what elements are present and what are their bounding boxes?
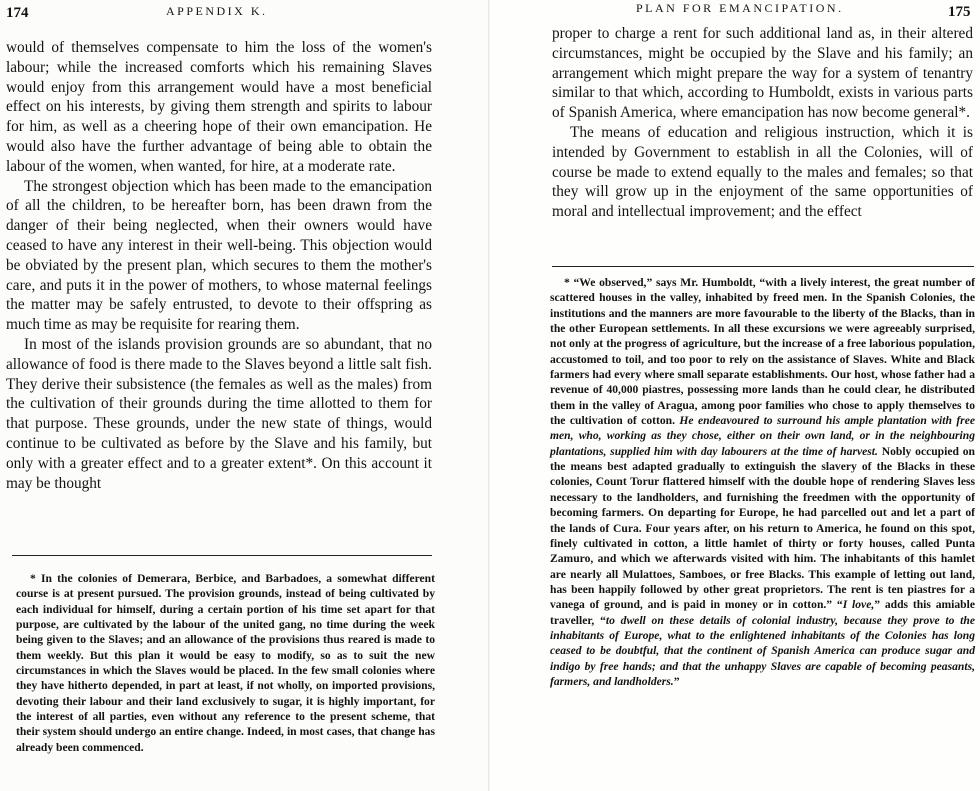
footnote-link: ” adds this amiable traveller, “ xyxy=(550,598,975,627)
page-number: 175 xyxy=(948,4,971,20)
footnote-text xyxy=(550,275,975,689)
page-number: 174 xyxy=(6,5,29,21)
paragraph: In most of the islands provision grounds are so abundant, that no allowance of food is there made to the Slaves beyond a little salt fish. They derive their subsistence (the females as well as the males) from the cultivation of their grounds during the time allotted to them for that purpose. These grounds, under the new state of things, would continue to be cultivated as before by the Slave and his family, but only with a greater effect and to a greater extent*. On this account it may be thought xyxy=(6,335,432,492)
footnote-close: ” xyxy=(673,674,680,688)
footnote-italic: to dwell on these details of colonial industry, because they prove to the inhabitants of Europe, what to the enlightened inhabitants of the Colonies has long ceased to be doubtful, that the continent of Spanish America can produce sugar and indigo by free hands; and that the unhappy Slaves are capable of becoming peasants, farmers, and landholders. xyxy=(550,613,975,688)
body-text xyxy=(552,24,973,222)
footnote-italic: I love, xyxy=(842,598,875,612)
footnote-middle: Nobly occupied on the means best adapted gradually to extinguish the slavery of the Blacks in these colonies, Count Torur flattered himself with the double hope of rendering Slaves less necessary to the landholders, and furnishing the freedmen with the opportunity of becoming farmers. On departing for Europe, he had parcelled out and let a part of the lands of Cura. Four years after, on his return to America, he found on this spot, finely cultivated in cotton, a little hamlet of thirty or forty houses, called Punta Zamuro, and which we afterwards visited with him. The inhabitants of this hamlet are nearly all Mulattoes, Samboes, or free Blacks. This example of letting out land, has been happily followed by other great proprietors. The rent is ten piastres for a vanega of ground, and is paid in money or in cotton.” “ xyxy=(550,444,975,612)
right-page xyxy=(490,0,980,791)
body-text xyxy=(6,38,432,493)
running-head: APPENDIX K. xyxy=(166,4,268,18)
footnote xyxy=(16,571,435,755)
footnote-rule xyxy=(12,555,432,556)
footnote-text: * In the colonies of Demerara, Berbice, and Barbadoes, a somewhat different course is at present pursued. The provision grounds, instead of being cultivated by each individual for himself, during a certain portion of his time set apart for that purpose, are cultivated by the labour of the united gang, no time during the week being given to the Slaves; and an allowance of the provisions thus reared is made to them weekly. But this plan it would be easy to modify, so as to suit the new circumstances in which the Slaves would be placed. In the few small colonies where they have hitherto depended, in part at least, if not wholly, on imported provisions, devoting their labour and their land exclusively to sugar, it is highly important, for the interest of all parties, even without any reference to the present scheme, that their system should undergo an entire change. Indeed, in most cases, that change has already been commenced. xyxy=(16,572,435,754)
running-head: PLAN FOR EMANCIPATION. xyxy=(636,1,844,15)
paragraph: The means of education and religious instruction, which it is intended by Government to establish in all the Colonies, will of course be made to extend equally to the males and females; so that they will grow up in the enjoyment of the same opportunities of moral and intellectual improvement; and the effect xyxy=(552,123,973,221)
paragraph: would of themselves compensate to him the loss of the women's labour; while the increased comforts which his remaining Slaves would enjoy from this arrangement would have a most beneficial effect on his interests, by giving them strength and spirits to labour for him, as well as a cheering hope of their own emancipation. He would also have the further advantage of being able to obtain the labour of the women, when wanted, for hire, at a moderate rate. xyxy=(6,39,432,175)
footnote xyxy=(550,275,975,689)
footnote-rule xyxy=(552,266,974,267)
paragraph: The strongest objection which has been made to the emancipation of all the children, to be hereafter born, has been drawn from the danger of their being neglected, when their owners would have ceased to have any interest in their well-being. This objection would be obviated by the present plan, which secures to them the mother's care, and puts it in the power of mothers, to whose maternal feelings the matter may be safely entrusted, to devote to their offspring as much time as may be requisite for rearing them. xyxy=(6,177,432,334)
paragraph: proper to charge a rent for such additional land as, in their altered circumstances, might be occupied by the Slave and his family; an arrangement which might prepare the way for a system of tenantry similar to that which, according to Humboldt, exists in various parts of Spanish America, where emancipation has now become general*. xyxy=(552,25,973,122)
footnote-italic: He endeavoured to surround his ample plantation with free men, who, working as they chose, either on their own land, or in the neighbouring plantations, supplied him with day labourers at the time of harvest. xyxy=(550,414,975,458)
footnote-intro: * “We observed,” says Mr. Humboldt, “with a lively interest, the great number of scattered houses in the valley, inhabited by freed men. In the Spanish Colonies, the institutions and the manners are more favourable to the liberty of the Blacks, than in the other European settlements. In all these excursions we were agreeably surprised, not only at the progress of agriculture, but the increase of a free laborious population, accustomed to toil, and too poor to rely on the assistance of Slaves. White and Black farmers had every where small separate establishments. Our host, whose father had a revenue of 40,000 piastres, possessing more lands than he could clear, he distributed them in the valley of Aragua, among poor families who chose to apply themselves to the cultivation of cotton. xyxy=(550,276,975,428)
